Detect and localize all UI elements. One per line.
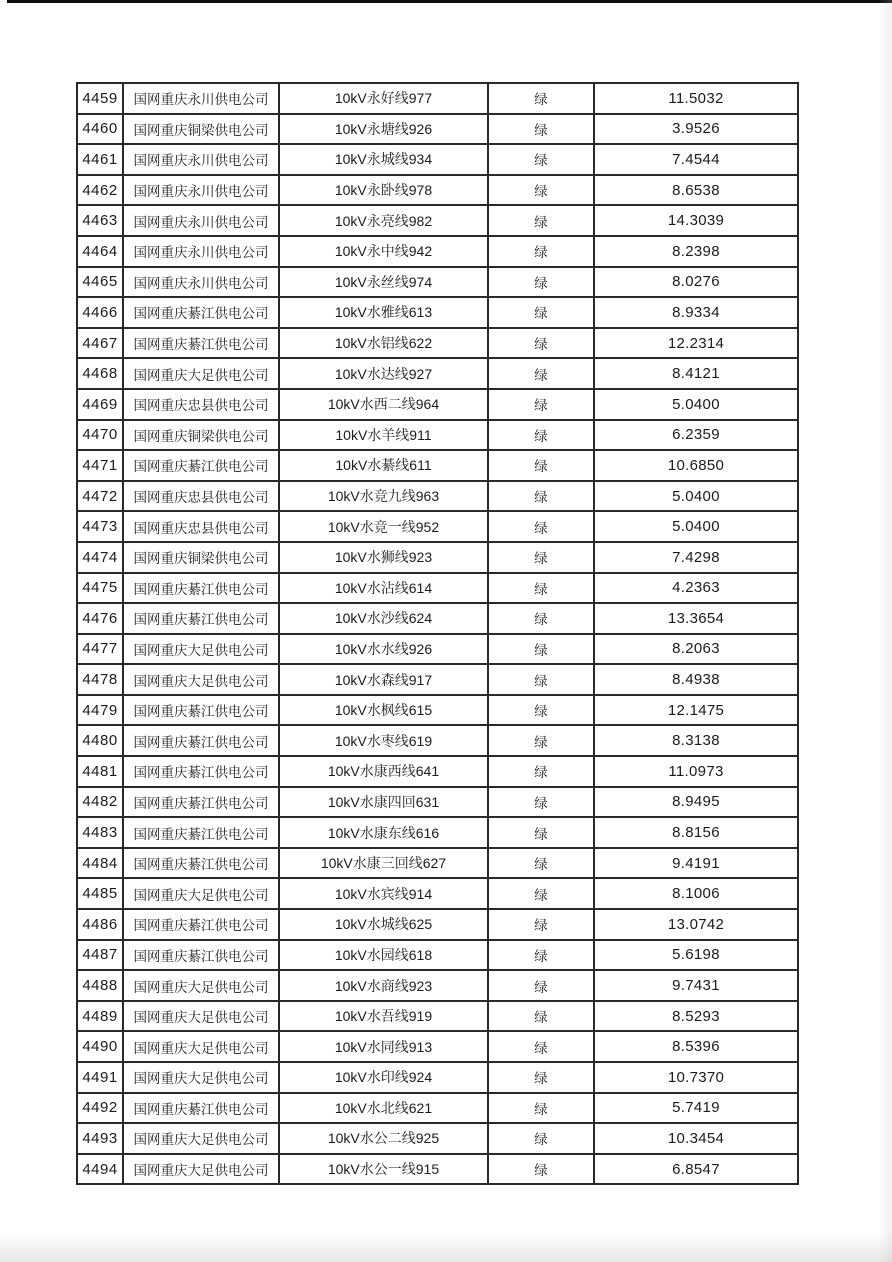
company-cell: 国网重庆忠县供电公司 <box>123 511 279 542</box>
company-cell: 国网重庆綦江供电公司 <box>123 297 279 328</box>
value-cell: 8.1006 <box>594 878 798 909</box>
table-row <box>77 909 798 940</box>
company-cell: 国网重庆铜梁供电公司 <box>123 114 279 145</box>
line-name-cell: 10kV永城线934 <box>279 144 488 175</box>
row-number-cell: 4468 <box>77 358 123 389</box>
scan-bottom-shadow <box>0 1232 892 1262</box>
company-cell: 国网重庆綦江供电公司 <box>123 940 279 971</box>
line-name-cell: 10kV水铝线622 <box>279 328 488 359</box>
line-name-cell: 10kV水狮线923 <box>279 542 488 573</box>
value-cell: 8.9334 <box>594 297 798 328</box>
table-row <box>77 970 798 1001</box>
scan-top-edge-bar <box>7 0 892 3</box>
value-cell: 8.8156 <box>594 817 798 848</box>
row-number-cell: 4461 <box>77 144 123 175</box>
line-name-cell: 10kV水公一线915 <box>279 1154 488 1185</box>
company-cell: 国网重庆綦江供电公司 <box>123 725 279 756</box>
company-cell: 国网重庆大足供电公司 <box>123 1062 279 1093</box>
row-number-cell: 4477 <box>77 634 123 665</box>
value-cell: 8.5293 <box>594 1001 798 1032</box>
line-name-cell: 10kV永丝线974 <box>279 267 488 298</box>
row-number-cell: 4479 <box>77 695 123 726</box>
row-number-cell: 4466 <box>77 297 123 328</box>
value-cell: 6.2359 <box>594 420 798 451</box>
company-cell: 国网重庆大足供电公司 <box>123 358 279 389</box>
value-cell: 8.2398 <box>594 236 798 267</box>
company-cell: 国网重庆永川供电公司 <box>123 205 279 236</box>
status-cell: 绿 <box>488 756 594 787</box>
row-number-cell: 4465 <box>77 267 123 298</box>
line-name-cell: 10kV水同线913 <box>279 1031 488 1062</box>
row-number-cell: 4482 <box>77 787 123 818</box>
row-number-cell: 4490 <box>77 1031 123 1062</box>
table-row <box>77 236 798 267</box>
table-row <box>77 664 798 695</box>
row-number-cell: 4494 <box>77 1154 123 1185</box>
status-cell: 绿 <box>488 848 594 879</box>
table-row <box>77 603 798 634</box>
company-cell: 国网重庆大足供电公司 <box>123 878 279 909</box>
row-number-cell: 4470 <box>77 420 123 451</box>
status-cell: 绿 <box>488 420 594 451</box>
line-name-cell: 10kV永好线977 <box>279 83 488 114</box>
line-name-cell: 10kV水达线927 <box>279 358 488 389</box>
value-cell: 11.5032 <box>594 83 798 114</box>
status-cell: 绿 <box>488 1001 594 1032</box>
value-cell: 8.2063 <box>594 634 798 665</box>
status-cell: 绿 <box>488 358 594 389</box>
company-cell: 国网重庆綦江供电公司 <box>123 450 279 481</box>
row-number-cell: 4483 <box>77 817 123 848</box>
row-number-cell: 4492 <box>77 1093 123 1124</box>
row-number-cell: 4481 <box>77 756 123 787</box>
table-row <box>77 940 798 971</box>
table-row <box>77 114 798 145</box>
table-row <box>77 1062 798 1093</box>
status-cell: 绿 <box>488 389 594 420</box>
value-cell: 3.9526 <box>594 114 798 145</box>
company-cell: 国网重庆忠县供电公司 <box>123 389 279 420</box>
line-name-cell: 10kV水雅线613 <box>279 297 488 328</box>
table-row <box>77 817 798 848</box>
value-cell: 8.4121 <box>594 358 798 389</box>
line-name-cell: 10kV水园线618 <box>279 940 488 971</box>
company-cell: 国网重庆大足供电公司 <box>123 1031 279 1062</box>
value-cell: 7.4298 <box>594 542 798 573</box>
status-cell: 绿 <box>488 1093 594 1124</box>
value-cell: 6.8547 <box>594 1154 798 1185</box>
status-cell: 绿 <box>488 1062 594 1093</box>
row-number-cell: 4476 <box>77 603 123 634</box>
value-cell: 8.6538 <box>594 175 798 206</box>
table-row <box>77 634 798 665</box>
line-name-cell: 10kV水印线924 <box>279 1062 488 1093</box>
company-cell: 国网重庆綦江供电公司 <box>123 756 279 787</box>
row-number-cell: 4471 <box>77 450 123 481</box>
company-cell: 国网重庆綦江供电公司 <box>123 573 279 604</box>
company-cell: 国网重庆綦江供电公司 <box>123 817 279 848</box>
company-cell: 国网重庆大足供电公司 <box>123 1001 279 1032</box>
status-cell: 绿 <box>488 725 594 756</box>
status-cell: 绿 <box>488 940 594 971</box>
line-name-cell: 10kV水商线923 <box>279 970 488 1001</box>
company-cell: 国网重庆綦江供电公司 <box>123 603 279 634</box>
status-cell: 绿 <box>488 573 594 604</box>
line-name-cell: 10kV水宾线914 <box>279 878 488 909</box>
row-number-cell: 4467 <box>77 328 123 359</box>
line-name-cell: 10kV水康东线616 <box>279 817 488 848</box>
status-cell: 绿 <box>488 175 594 206</box>
status-cell: 绿 <box>488 236 594 267</box>
row-number-cell: 4460 <box>77 114 123 145</box>
line-name-cell: 10kV水綦线611 <box>279 450 488 481</box>
row-number-cell: 4459 <box>77 83 123 114</box>
table-row <box>77 205 798 236</box>
value-cell: 7.4544 <box>594 144 798 175</box>
table-row <box>77 725 798 756</box>
table-row <box>77 878 798 909</box>
company-cell: 国网重庆永川供电公司 <box>123 144 279 175</box>
status-cell: 绿 <box>488 205 594 236</box>
row-number-cell: 4493 <box>77 1123 123 1154</box>
table-row <box>77 848 798 879</box>
company-cell: 国网重庆綦江供电公司 <box>123 328 279 359</box>
table-row <box>77 787 798 818</box>
status-cell: 绿 <box>488 297 594 328</box>
value-cell: 8.9495 <box>594 787 798 818</box>
company-cell: 国网重庆大足供电公司 <box>123 1123 279 1154</box>
table-row <box>77 573 798 604</box>
status-cell: 绿 <box>488 878 594 909</box>
line-name-cell: 10kV水竞九线963 <box>279 481 488 512</box>
line-name-cell: 10kV水沾线614 <box>279 573 488 604</box>
value-cell: 4.2363 <box>594 573 798 604</box>
row-number-cell: 4478 <box>77 664 123 695</box>
value-cell: 12.1475 <box>594 695 798 726</box>
value-cell: 9.7431 <box>594 970 798 1001</box>
status-cell: 绿 <box>488 787 594 818</box>
table-row <box>77 450 798 481</box>
company-cell: 国网重庆大足供电公司 <box>123 970 279 1001</box>
line-name-cell: 10kV水枫线615 <box>279 695 488 726</box>
row-number-cell: 4474 <box>77 542 123 573</box>
company-cell: 国网重庆綦江供电公司 <box>123 695 279 726</box>
status-cell: 绿 <box>488 481 594 512</box>
table-row <box>77 267 798 298</box>
value-cell: 8.3138 <box>594 725 798 756</box>
row-number-cell: 4491 <box>77 1062 123 1093</box>
line-name-cell: 10kV水公二线925 <box>279 1123 488 1154</box>
table-row <box>77 389 798 420</box>
status-cell: 绿 <box>488 970 594 1001</box>
line-name-cell: 10kV水羊线911 <box>279 420 488 451</box>
status-cell: 绿 <box>488 450 594 481</box>
value-cell: 13.3654 <box>594 603 798 634</box>
scan-right-shadow <box>878 0 892 1262</box>
company-cell: 国网重庆永川供电公司 <box>123 83 279 114</box>
table-body <box>77 83 798 1184</box>
row-number-cell: 4463 <box>77 205 123 236</box>
line-name-cell: 10kV永卧线978 <box>279 175 488 206</box>
line-name-cell: 10kV水康西线641 <box>279 756 488 787</box>
row-number-cell: 4464 <box>77 236 123 267</box>
power-line-table <box>76 82 799 1185</box>
company-cell: 国网重庆永川供电公司 <box>123 175 279 206</box>
value-cell: 10.3454 <box>594 1123 798 1154</box>
table-row <box>77 144 798 175</box>
line-name-cell: 10kV水沙线624 <box>279 603 488 634</box>
company-cell: 国网重庆铜梁供电公司 <box>123 420 279 451</box>
line-name-cell: 10kV永塘线926 <box>279 114 488 145</box>
table-row <box>77 1123 798 1154</box>
table-row <box>77 1001 798 1032</box>
line-name-cell: 10kV水城线625 <box>279 909 488 940</box>
table-row <box>77 481 798 512</box>
status-cell: 绿 <box>488 664 594 695</box>
row-number-cell: 4489 <box>77 1001 123 1032</box>
row-number-cell: 4473 <box>77 511 123 542</box>
value-cell: 8.4938 <box>594 664 798 695</box>
table-row <box>77 511 798 542</box>
row-number-cell: 4472 <box>77 481 123 512</box>
line-name-cell: 10kV水吾线919 <box>279 1001 488 1032</box>
value-cell: 12.2314 <box>594 328 798 359</box>
value-cell: 5.0400 <box>594 389 798 420</box>
table-row <box>77 1093 798 1124</box>
company-cell: 国网重庆大足供电公司 <box>123 634 279 665</box>
company-cell: 国网重庆綦江供电公司 <box>123 848 279 879</box>
status-cell: 绿 <box>488 603 594 634</box>
company-cell: 国网重庆綦江供电公司 <box>123 787 279 818</box>
row-number-cell: 4485 <box>77 878 123 909</box>
company-cell: 国网重庆铜梁供电公司 <box>123 542 279 573</box>
status-cell: 绿 <box>488 1154 594 1185</box>
status-cell: 绿 <box>488 695 594 726</box>
status-cell: 绿 <box>488 511 594 542</box>
value-cell: 11.0973 <box>594 756 798 787</box>
table-row <box>77 1031 798 1062</box>
table-row <box>77 1154 798 1185</box>
row-number-cell: 4486 <box>77 909 123 940</box>
status-cell: 绿 <box>488 144 594 175</box>
value-cell: 10.6850 <box>594 450 798 481</box>
table-row <box>77 358 798 389</box>
line-name-cell: 10kV水康三回线627 <box>279 848 488 879</box>
company-cell: 国网重庆永川供电公司 <box>123 236 279 267</box>
table-row <box>77 328 798 359</box>
company-cell: 国网重庆綦江供电公司 <box>123 909 279 940</box>
line-name-cell: 10kV水竞一线952 <box>279 511 488 542</box>
status-cell: 绿 <box>488 328 594 359</box>
status-cell: 绿 <box>488 83 594 114</box>
company-cell: 国网重庆大足供电公司 <box>123 1154 279 1185</box>
value-cell: 5.0400 <box>594 481 798 512</box>
row-number-cell: 4462 <box>77 175 123 206</box>
status-cell: 绿 <box>488 542 594 573</box>
table-row <box>77 175 798 206</box>
value-cell: 5.6198 <box>594 940 798 971</box>
row-number-cell: 4487 <box>77 940 123 971</box>
company-cell: 国网重庆綦江供电公司 <box>123 1093 279 1124</box>
value-cell: 5.7419 <box>594 1093 798 1124</box>
company-cell: 国网重庆大足供电公司 <box>123 664 279 695</box>
status-cell: 绿 <box>488 817 594 848</box>
line-name-cell: 10kV水康四回631 <box>279 787 488 818</box>
table-row <box>77 297 798 328</box>
row-number-cell: 4469 <box>77 389 123 420</box>
line-name-cell: 10kV水枣线619 <box>279 725 488 756</box>
value-cell: 8.0276 <box>594 267 798 298</box>
value-cell: 10.7370 <box>594 1062 798 1093</box>
row-number-cell: 4480 <box>77 725 123 756</box>
value-cell: 9.4191 <box>594 848 798 879</box>
status-cell: 绿 <box>488 909 594 940</box>
company-cell: 国网重庆忠县供电公司 <box>123 481 279 512</box>
table-row <box>77 420 798 451</box>
table-row <box>77 83 798 114</box>
status-cell: 绿 <box>488 114 594 145</box>
table-row <box>77 542 798 573</box>
row-number-cell: 4475 <box>77 573 123 604</box>
status-cell: 绿 <box>488 267 594 298</box>
table-row <box>77 756 798 787</box>
value-cell: 13.0742 <box>594 909 798 940</box>
row-number-cell: 4484 <box>77 848 123 879</box>
value-cell: 5.0400 <box>594 511 798 542</box>
line-name-cell: 10kV水森线917 <box>279 664 488 695</box>
value-cell: 8.5396 <box>594 1031 798 1062</box>
line-name-cell: 10kV水水线926 <box>279 634 488 665</box>
status-cell: 绿 <box>488 1123 594 1154</box>
line-name-cell: 10kV永亮线982 <box>279 205 488 236</box>
status-cell: 绿 <box>488 634 594 665</box>
value-cell: 14.3039 <box>594 205 798 236</box>
status-cell: 绿 <box>488 1031 594 1062</box>
row-number-cell: 4488 <box>77 970 123 1001</box>
line-name-cell: 10kV水北线621 <box>279 1093 488 1124</box>
table-row <box>77 695 798 726</box>
company-cell: 国网重庆永川供电公司 <box>123 267 279 298</box>
line-name-cell: 10kV永中线942 <box>279 236 488 267</box>
line-name-cell: 10kV水西二线964 <box>279 389 488 420</box>
